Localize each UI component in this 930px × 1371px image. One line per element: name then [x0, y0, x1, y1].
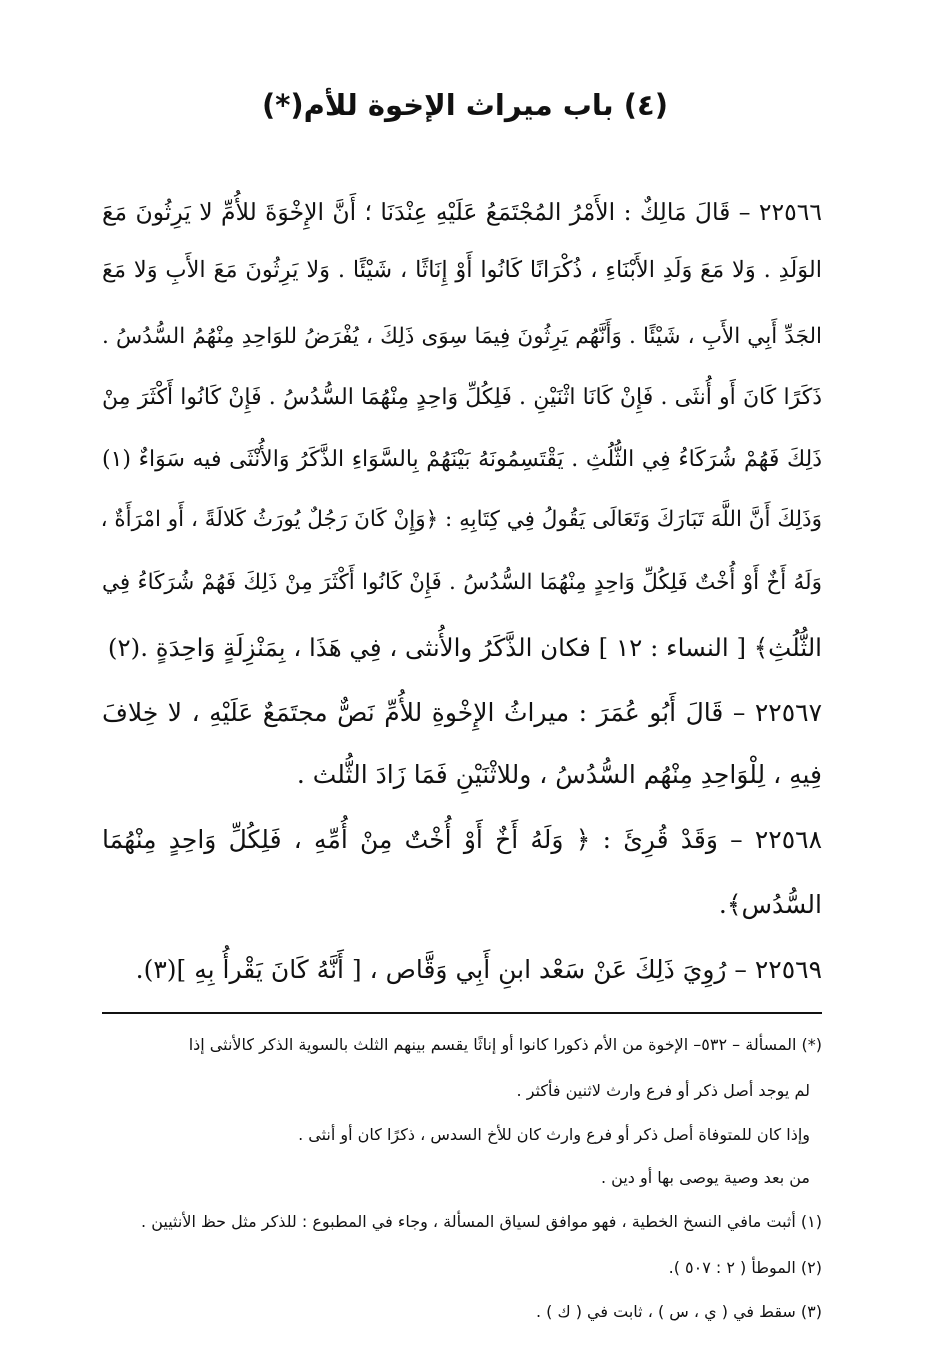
- paragraph-line: ٢٢٥٦٩ – رُوِيَ ذَلِكَ عَنْ سَعْد ابنِ أَبِي وَقَّاص ، [ أَنَّهُ كَانَ يَقْرأُ بِهِ ](٣).: [135, 955, 822, 984]
- paragraph-line: ٢٢٥٦٧ – قَالَ أَبُو عُمَرَ : ميراثُ الإِخْوةِ للأُمِّ نَصٌّ مجتَمَعٌ عَلَيْهِ ، لا خِلافَ: [102, 698, 822, 727]
- page-title: (٤) باب ميراث الإخوة للأم(*): [261, 88, 668, 122]
- footnote-line: لم يوجد أصل ذكر أو فرع وارث لاثنين فأكثر .: [516, 1081, 810, 1100]
- paragraph-line: الثُّلُثِ﴾ [ النساء : ١٢ ] فكان الذَّكَرُ والأُنثى ، فِي هَذَا ، بِمَنْزِلَةٍ وَاحِدَةٍ .(٢): [107, 633, 822, 662]
- paragraph-line: ذَكَرًا كَانَ أَو أُنثَى . فَإِنْ كَانَا اثْنَيْنِ . فَلِكُلِّ وَاحِدٍ مِنْهُمَا السُّدُسُ . فَإِنْ كَانُوا أَكْثَرَ مِنْ: [102, 385, 822, 410]
- paragraph-line: ٢٢٥٦٦ – قَالَ مَالِكٌ : الأَمْرُ المُجْتَمَعُ عَلَيْهِ عِنْدَنَا ؛ أَنَّ الإِخْوَةَ للأُمِّ لا يَرِثُونَ مَعَ: [102, 198, 822, 226]
- paragraph-line: وَلَهُ أَخٌ أَوْ أُخْتٌ فَلِكُلِّ وَاحِدٍ مِنْهُمَا السُّدُسُ . فَإِنْ كَانُوا أَكْثَرَ مِنْ ذَلِكَ فَهُمْ شُرَكَاءُ فِي: [102, 570, 822, 595]
- paragraph-line: السُّدُس﴾.: [718, 890, 822, 919]
- footnote-line: (٣) سقط في ( ي ، س ) ، ثابت في ( ك ) .: [535, 1302, 822, 1321]
- footnote-line: (١) أثبت مافي النسخ الخطية ، فهو موافق لسياق المسألة ، وجاء في المطبوع : للذكر مثل حظ الأنثيين .: [141, 1212, 822, 1231]
- paragraph-line: ذَلِكَ فَهُمْ شُرَكَاءُ فِي الثُّلُثِ . يَقْتَسِمُونَهُ بَيْنَهُمْ بِالسَّوَاءِ الذَّكَرُ وَالأُنْثَى فيه سَوَاءٌ (١): [102, 447, 822, 472]
- footnote-line: (٢) الموطأ ( ٢ : ٥٠٧ ).: [668, 1258, 822, 1277]
- footnote-line: (*) المسألة – ٥٣٢– الإخوة من الأم ذكورا كانوا أو إناثًا يقسم بينهم الثلث بالسوية الذكر كالأنثى إذا: [188, 1035, 822, 1054]
- paragraph-line: فِيهِ ، لِلْوَاحِدِ مِنْهُم السُّدُسُ ، وللاثْنَيْنِ فَمَا زَادَ الثُّلث .: [296, 760, 822, 789]
- paragraph-line: وَذَلِكَ أَنَّ اللَّهَ تَبَارَكَ وَتَعَالَى يَقُولُ فِي كِتَابِهِ : ﴿وَإِنْ كَانَ رَجُلٌ يُورَثُ كَلالَةً ، أَو امْرَأَةٌ ،: [100, 507, 822, 532]
- paragraph-line: الجَدِّ أَبِي الأَبِ ، شَيْئًا . وَأَنَّهُم يَرِثُونَ فِيمَا سِوَى ذَلِكَ ، يُفْرَضُ للوَاحِدِ مِنْهُمُ السُّدُسُ .: [102, 324, 822, 349]
- footnote-line: وإذا كان للمتوفاة أصل ذكر أو فرع وارث كان للأخ السدس ، ذكرًا كان أو أنثى .: [298, 1125, 810, 1144]
- footnote-separator: [102, 1012, 822, 1014]
- paragraph-line: ٢٢٥٦٨ – وَقَدْ قُرِئَ : ﴿ وَلَهُ أَخٌ أَوْ أُخْتٌ مِنْ أُمِّهِ ، فَلِكُلِّ وَاحِدٍ مِنْهُمَا: [102, 825, 822, 854]
- footnote-line: من بعد وصية يوصى بها أو دين .: [601, 1168, 810, 1187]
- paragraph-line: الوَلَدِ . وَلا مَعَ وَلَدِ الأَبْنَاءِ ، ذُكْرَانًا كَانُوا أَوْ إِنَاثًا ، شَيْئًا . وَلا يَرِثُونَ مَعَ الأَبِ وَلا مَعَ: [102, 257, 822, 283]
